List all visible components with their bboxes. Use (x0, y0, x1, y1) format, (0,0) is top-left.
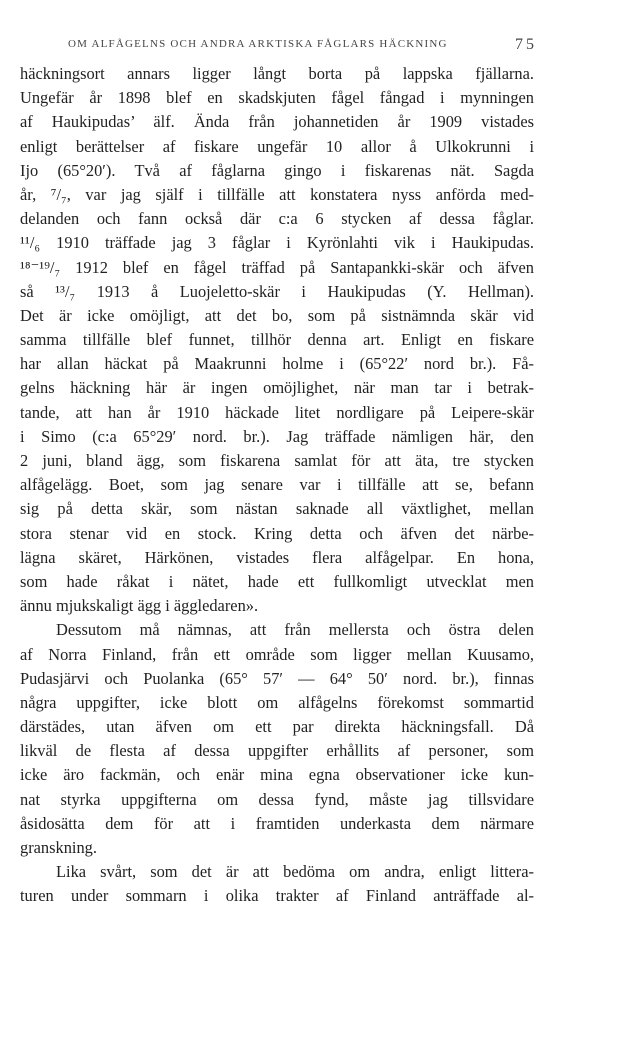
text-line: granskning. (20, 838, 97, 857)
text-line: Lika svårt, som det är att bedöma om andra, enligt littera- (56, 862, 534, 882)
text-line: 2 juni, bland ägg, som fiskarena samlat för att äta, tre stycken (20, 451, 534, 470)
text-line: häckningsort annars ligger långt borta på lappska fjällarna. (20, 64, 534, 83)
text-line: som hade råkat i nätet, hade ett fullkomligt utvecklat men (20, 571, 534, 591)
text-line: af Norra Finland, från ett område som ligger mellan Kuusamo, (20, 644, 534, 664)
text-line: Det är icke omöjligt, att det bo, som på sistnämnda skär vid (20, 305, 534, 325)
text-line: år, ⁷/₇, var jag själf i tillfälle att konstatera nyss anförda med- (20, 184, 534, 204)
text-line: sig på detta skär, som nästan saknade all växtlighet, mellan (20, 499, 534, 519)
text-line: Dessutom må nämnas, att från mellersta och östra delen (56, 620, 534, 640)
text-line: stora stenar vid en stock. Kring detta och äfven det närbe- (20, 523, 534, 543)
running-header: OM ALFÅGELNS OCH ANDRA ARKTISKA FÅGLARS HÄCKNING (68, 38, 448, 50)
text-line: så ¹³/₇ 1913 å Luojeletto-skär i Haukipudas (Y. Hellman). (20, 281, 534, 301)
text-line: Pudasjärvi och Puolanka (65° 57′ — 64° 50′ nord. br.), finnas (20, 668, 534, 688)
text-line: gelns häckning här är ingen omöjlighet, när man tar i betrak- (20, 378, 534, 398)
text-line: nat styrka uppgifterna om dessa fynd, måste jag tillsvidare (20, 789, 534, 809)
text-line: icke äro fackmän, och enär mina egna observationer icke kun- (20, 765, 534, 785)
body-text (20, 62, 534, 909)
text-line: lägna skäret, Härkönen, vistades flera alfågelpar. En hona, (20, 547, 534, 567)
text-line: likväl de flesta af dessa uppgifter erhållits af personer, som (20, 741, 534, 761)
text-line: Ijo (65°20′). Två af fåglarna gingo i fiskarenas nät. Sagda (20, 160, 534, 180)
text-line: några uppgifter, icke blott om alfågelns förekomst sommartid (20, 692, 534, 712)
text-line: Ungefär år 1898 blef en skadskjuten fågel fångad i mynningen (20, 88, 534, 108)
text-line: enligt berättelser af fiskare ungefär 10 allor å Ulkokrunni i (20, 136, 534, 156)
text-line: delanden och fann också där c:a 6 stycken af dessa fåglar. (20, 209, 534, 229)
text-line: turen under sommarn i olika trakter af Finland anträffade al- (20, 886, 534, 906)
text-line: därstädes, utan äfven om ett par direkta häckningsfall. Då (20, 717, 534, 737)
text-line: ¹⁸⁻¹⁹/₇ 1912 blef en fågel träffad på Santapankki-skär och äfven (20, 257, 534, 277)
text-line: har allan häckat på Maakrunni holme i (65°22′ nord br.). Få- (20, 354, 534, 374)
text-line: samma tillfälle blef funnet, tillhör denna art. Enligt en fiskare (20, 330, 534, 350)
text-line: åsidosätta dem för att i framtiden underkasta dem närmare (20, 813, 534, 833)
page-number: 75 (515, 36, 537, 53)
text-line: alfågelägg. Boet, som jag senare var i tillfälle att se, befann (20, 475, 534, 495)
text-line: ännu mjukskaligt ägg i äggledaren». (20, 596, 259, 616)
text-line: tande, att han år 1910 häckade litet nordligare på Leipere-skär (20, 402, 534, 422)
text-line: ¹¹/₆ 1910 träffade jag 3 fåglar i Kyrönlahti vik i Haukipudas. (20, 233, 534, 253)
text-line: i Simo (c:a 65°29′ nord. br.). Jag träffade nämligen här, den (20, 426, 534, 446)
text-line: af Haukipudas’ älf. Ända från johannetiden år 1909 vistades (20, 112, 534, 132)
